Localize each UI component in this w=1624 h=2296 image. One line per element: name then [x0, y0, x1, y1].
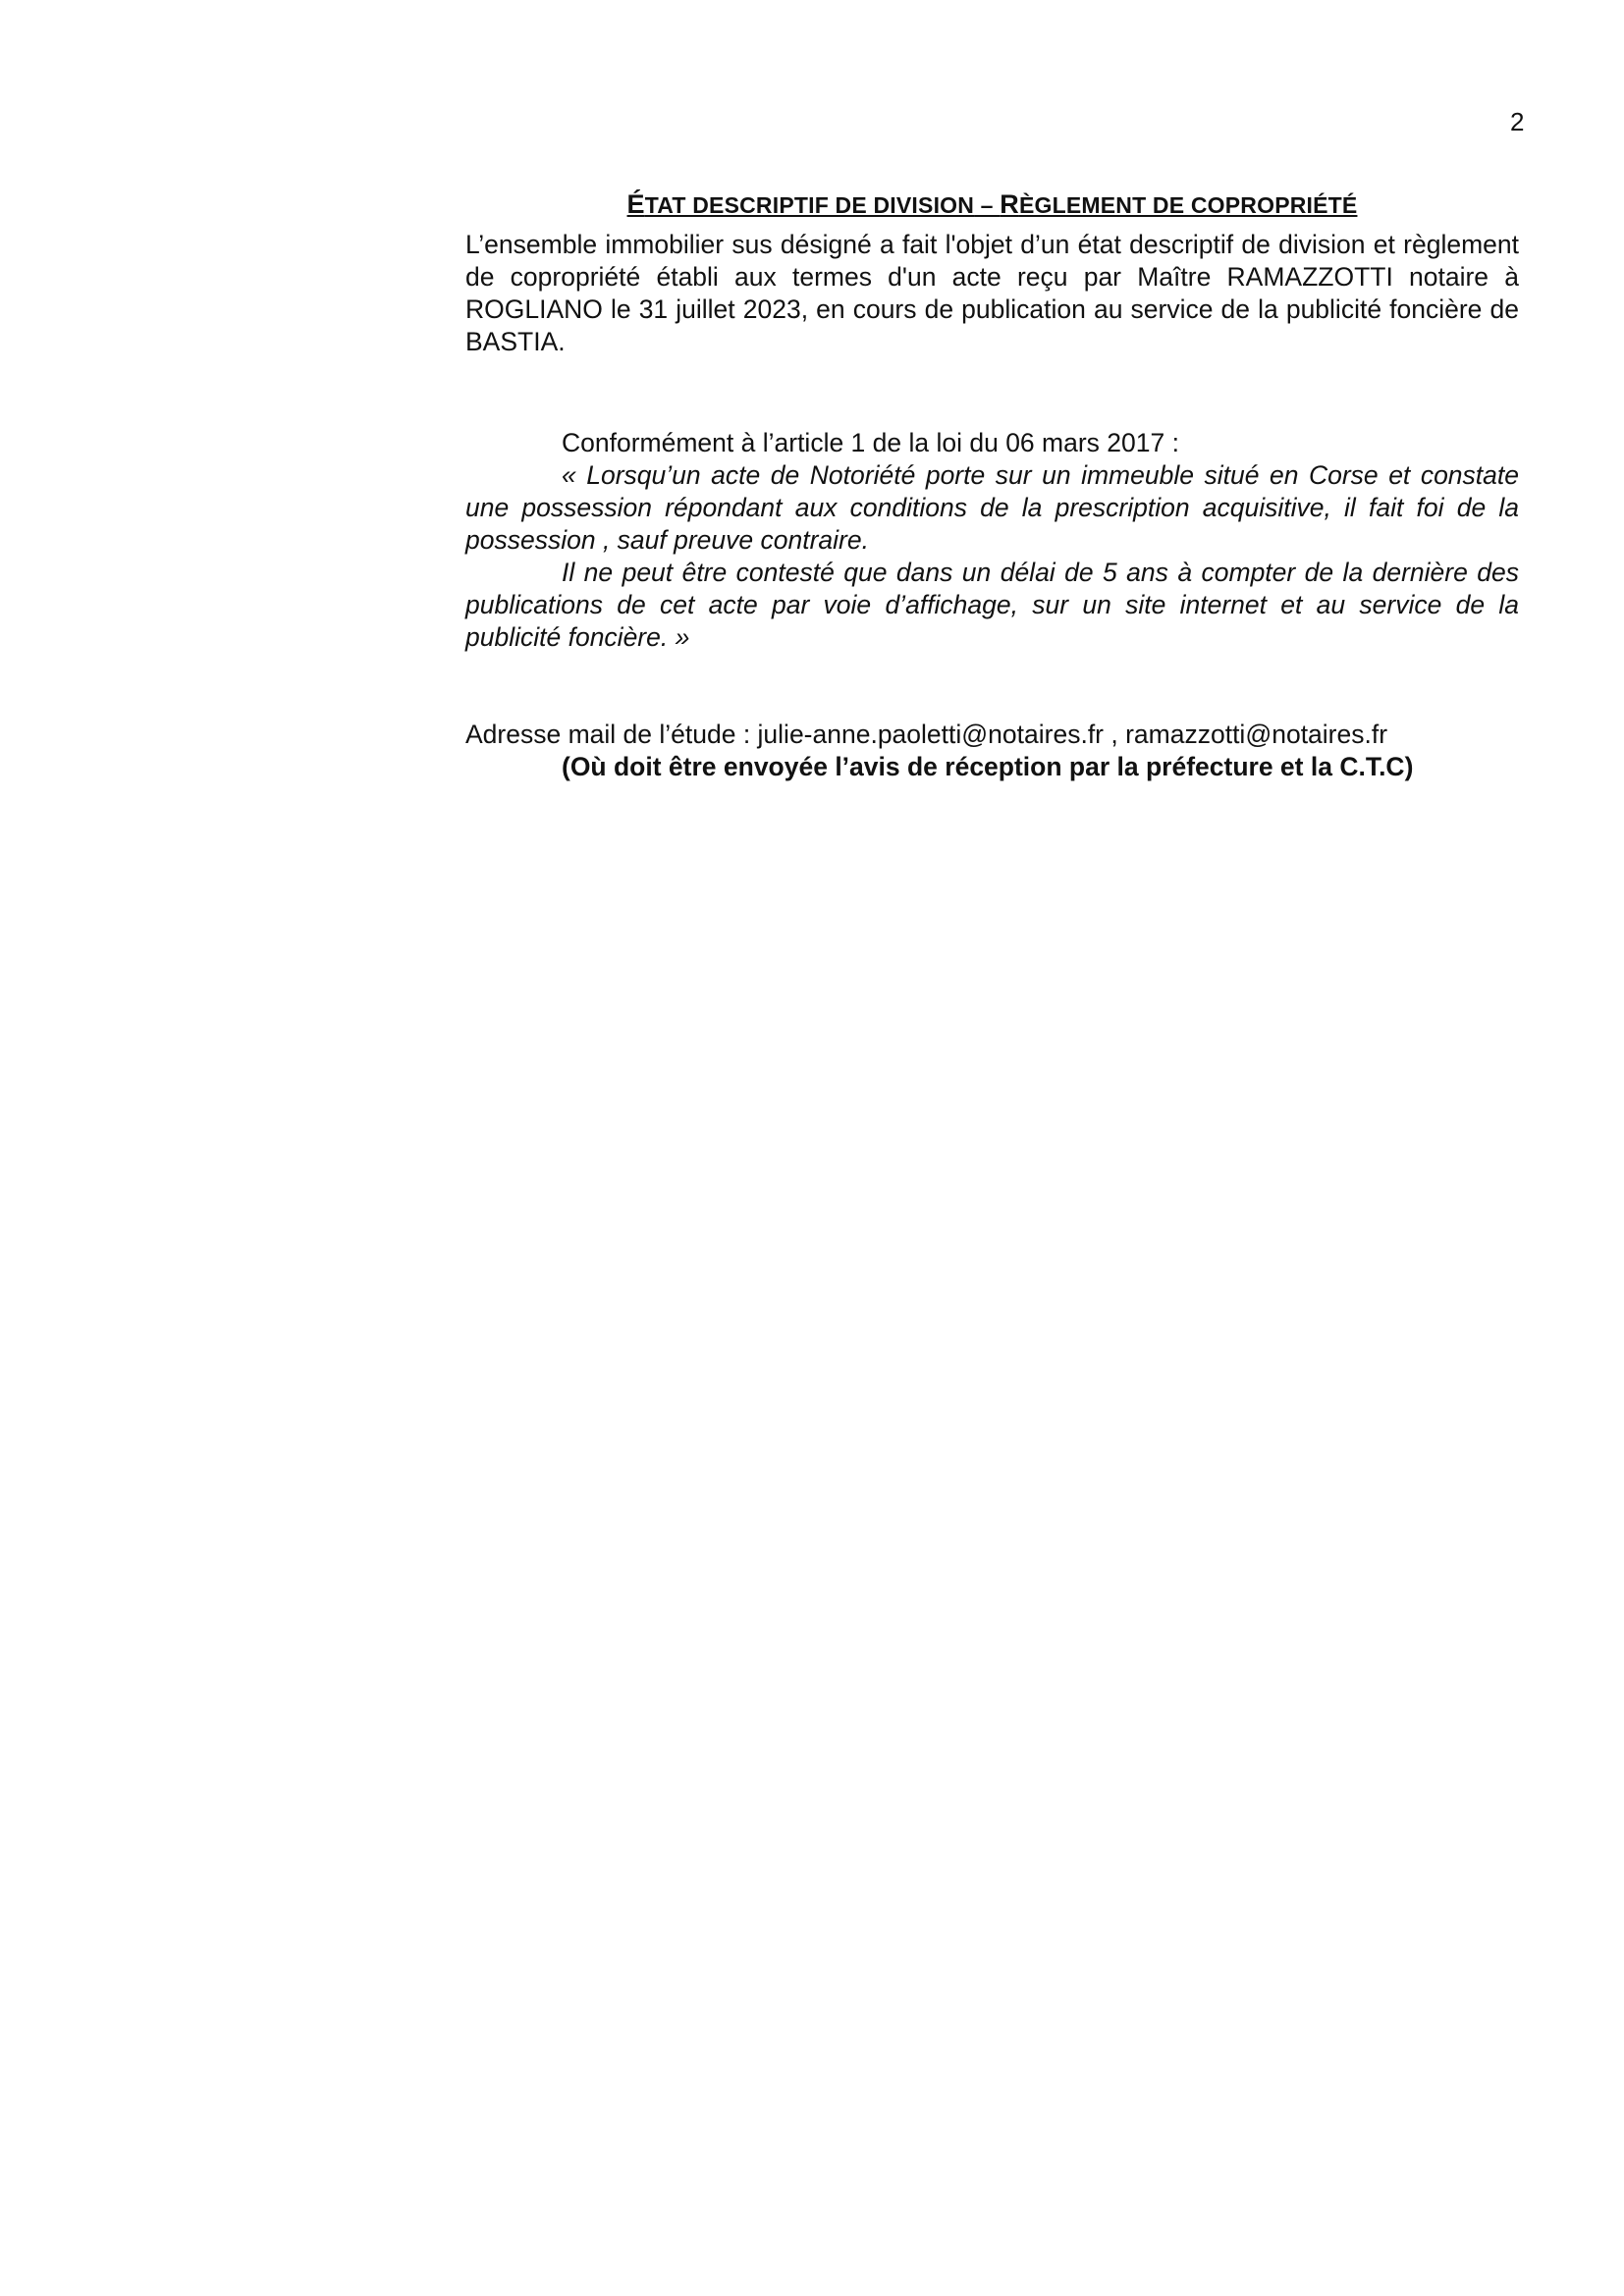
- law-quote-2: Il ne peut être contesté que dans un délai de 5 ans à compter de la dernière des publications de cet acte par voie d’affichage, sur un site internet et au service de la publicité foncière. »: [465, 558, 1519, 652]
- document-body: [465, 188, 1519, 783]
- heading-initial-2: R: [1000, 189, 1019, 219]
- heading-initial-1: É: [626, 189, 645, 219]
- mail-note: (Où doit être envoyée l’avis de réception par la préfecture et la C.T.C): [562, 752, 1414, 781]
- heading-text-2: ÈGLEMENT DE COPROPRIÉTÉ: [1018, 192, 1358, 218]
- page-number: 2: [1510, 107, 1525, 136]
- heading-separator: –: [974, 192, 1001, 218]
- law-block: [465, 427, 1519, 654]
- mail-address-line: Adresse mail de l’étude : julie-anne.paoletti@notaires.fr , ramazzotti@notaires.fr: [465, 720, 1388, 749]
- law-intro: Conformément à l’article 1 de la loi du 06 mars 2017 :: [562, 428, 1179, 457]
- heading-text-1: TAT DESCRIPTIF DE DIVISION: [644, 192, 975, 218]
- division-paragraph: L’ensemble immobilier sus désigné a fait l'objet d’un état descriptif de division et règlement de copropriété établi aux termes d'un acte reçu par Maître RAMAZZOTTI notaire à ROGLIANO le 31 juillet 2023, en cours de publication au service de la publicité foncière de BASTIA.: [465, 230, 1519, 356]
- mail-block: [465, 719, 1519, 783]
- law-quote-1: « Lorsqu’un acte de Notoriété porte sur un immeuble situé en Corse et constate une possession répondant aux conditions de la prescription acquisitive, il fait foi de la possession , sauf preuve contraire.: [465, 460, 1519, 555]
- section-heading: [465, 188, 1519, 221]
